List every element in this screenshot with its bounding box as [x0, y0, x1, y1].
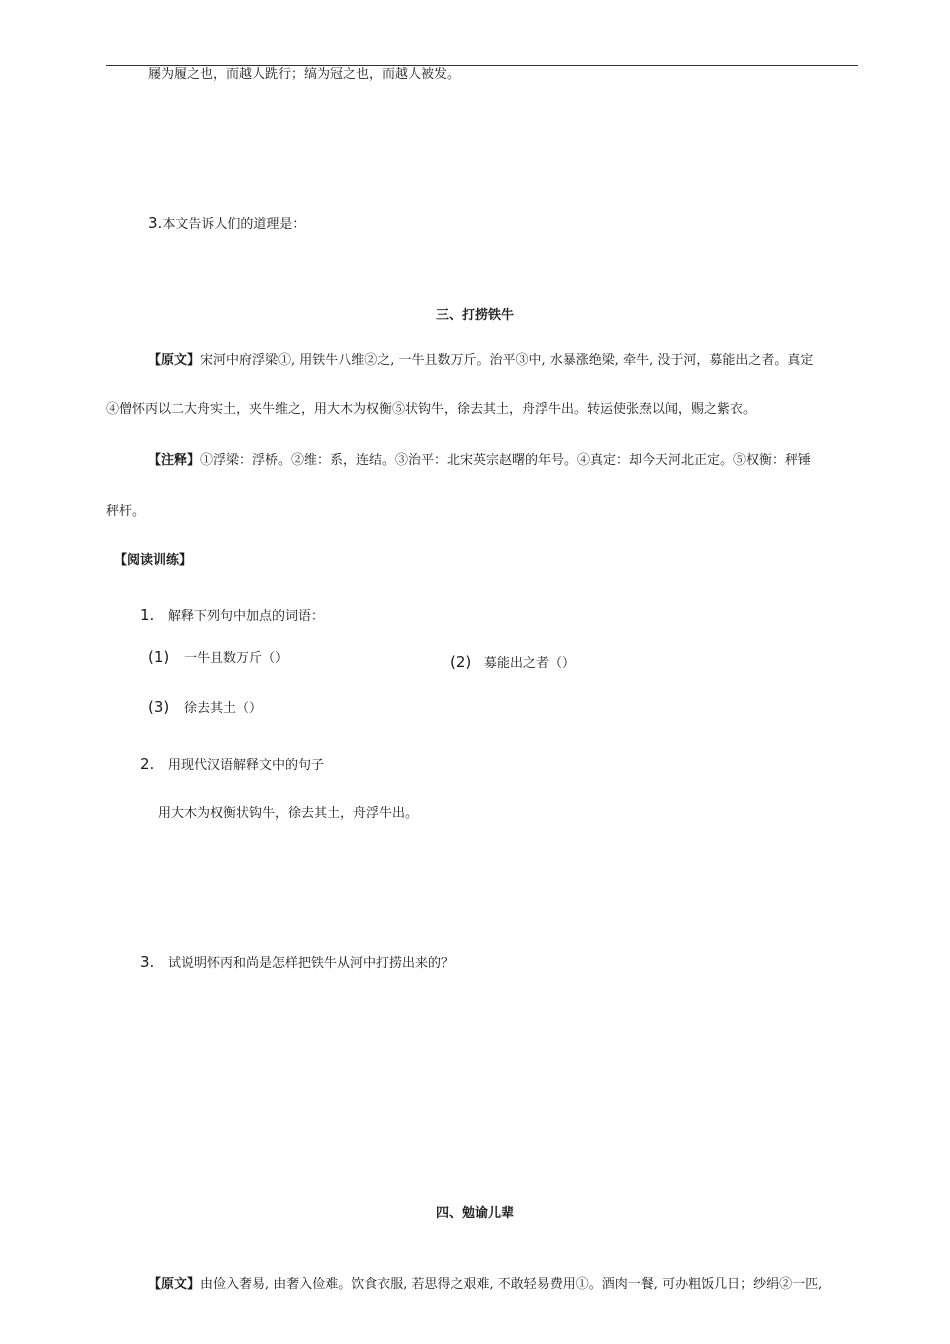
question-number: 3. [148, 214, 163, 232]
top-question-3 [148, 214, 305, 234]
question-number: 3. [140, 953, 155, 971]
section-3-notes-line-2: 秤杆。 [106, 504, 146, 519]
question-number: 1. [140, 606, 155, 624]
question-text: 试说明怀丙和尚是怎样把铁牛从河中打捞出来的？ [168, 956, 455, 971]
section-3-original-line-1 [148, 352, 813, 370]
top-text-line: 屦为履之也，而越人跣行；缟为冠之也，而越人被发。 [148, 67, 461, 82]
sub-text: 徐去其土（） [184, 701, 263, 716]
sub-number: (1) [148, 648, 170, 666]
reading-training-heading: 【阅读训练】 [114, 553, 193, 568]
sub-question-1 [148, 648, 288, 668]
original-text-1: 宋河中府浮梁①, 用铁牛八维②之, 一牛且数万斤。治平③中, 水暴涨绝梁, 牵牛, 没于河，募能出之者。真定 [200, 353, 814, 368]
section-3-title: 三、打捞铁牛 [435, 308, 514, 323]
section-4-original-line-1 [148, 1276, 822, 1294]
original-tag: 【原文】 [148, 1277, 201, 1292]
notes-tag: 【注释】 [148, 453, 201, 468]
question-number: 2. [140, 755, 155, 773]
sub-number: (3) [148, 698, 170, 716]
original-text-1: 由俭入奢易, 由奢入俭难。饮食衣服, 若思得之艰难, 不敢轻易费用①。酒肉一餐, 可办粗饭几日；纱绢②一匹, [200, 1277, 823, 1292]
question-1 [140, 606, 324, 626]
section-3-notes-line-1 [148, 452, 811, 470]
question-2-sentence: 用大木为权衡状钩牛，徐去其土，舟浮牛出。 [158, 806, 419, 821]
sub-question-2 [450, 653, 575, 673]
section-3-original-line-2: ④僧怀丙以二大舟实土，夹牛维之，用大木为权衡⑤状钩牛，徐去其土，舟浮牛出。转运使张焘以闻，赐之紫衣。 [106, 402, 757, 417]
question-text: 解释下列句中加点的词语： [168, 609, 325, 624]
original-tag: 【原文】 [148, 353, 201, 368]
sub-question-3 [148, 698, 262, 718]
question-2 [140, 755, 324, 775]
sub-text: 募能出之者（） [484, 656, 576, 671]
section-4-title: 四、勉谕儿辈 [435, 1206, 514, 1221]
question-3 [140, 953, 454, 973]
notes-text-1: ①浮梁：浮桥。②维：系，连结。③治平：北宋英宗赵曙的年号。④真定：却今天河北正定。⑤权衡：秤锤 [200, 453, 812, 468]
sub-text: 一牛且数万斤（） [184, 651, 289, 666]
sub-number: (2) [450, 653, 472, 671]
question-text: 本文告诉人们的道理是： [162, 217, 306, 232]
question-text: 用现代汉语解释文中的句子 [168, 758, 325, 773]
